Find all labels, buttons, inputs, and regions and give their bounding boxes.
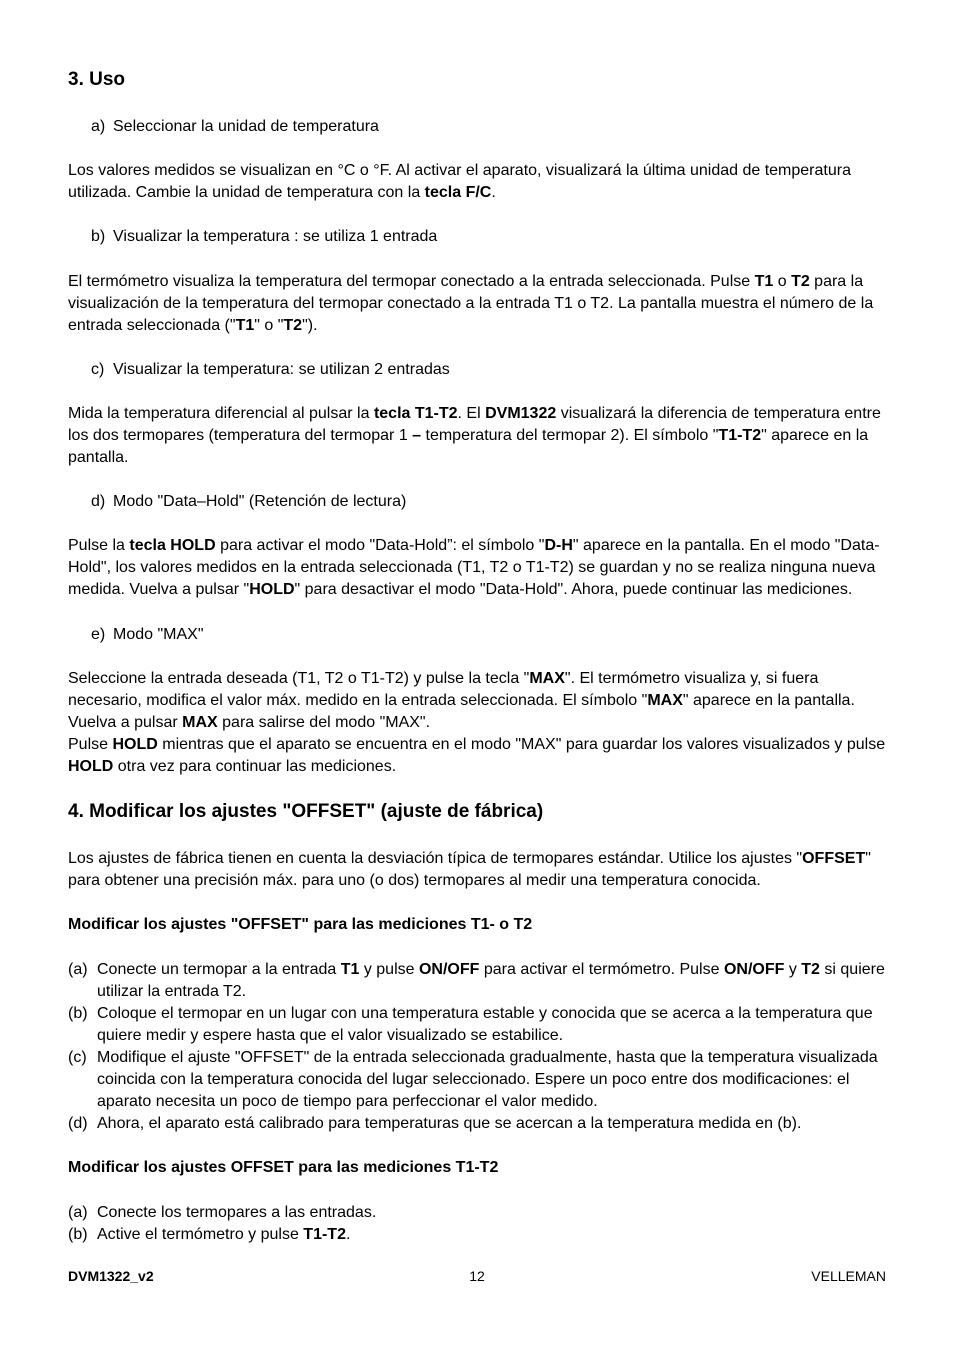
subsection-d-text: Modo "Data–Hold" (Retención de lectura) <box>113 493 407 510</box>
subsection-b-body: El termómetro visualiza la temperatura del termopar conectado a la entrada seleccionada. Pulse T1 o T2 para la visualización de la temperatura del termopar conectado a la entrada T1 o T2. La pantalla muestra el número de la entrada seleccionada ("T1" o "T2"). <box>68 273 874 334</box>
bold-term: OFFSET <box>802 850 866 867</box>
bold-term: DVM1322 <box>485 405 557 422</box>
bold-term: HOLD <box>68 758 114 775</box>
list-item <box>68 1003 886 1047</box>
subsection-e-paragraph-2: Pulse HOLD mientras que el aparato se encuentra en el modo "MAX" para guardar los valores visualizados y pulse HOLD otra vez para continuar las mediciones. <box>68 736 886 775</box>
bold-term: D-H <box>544 537 573 554</box>
subsection-a-text: Seleccionar la unidad de temperatura <box>113 118 379 135</box>
list-marker: (b) <box>68 1005 88 1022</box>
bold-term: tecla F/C <box>424 184 492 201</box>
bold-term: T1-T2 <box>303 1226 346 1243</box>
subsection-c-label: c) <box>91 361 105 378</box>
bold-term: T1 <box>340 961 360 978</box>
subsection-c-body: Mida la temperatura diferencial al pulsar la tecla T1-T2. El DVM1322 visualizará la diferencia de temperatura entre los dos termopares (temperatura del termopar 1 – temperatura del termopar 2). El símbolo "T1-T2" aparece en la pantalla. <box>68 405 881 466</box>
subsection-d-heading <box>68 491 909 513</box>
offset-diff-steps <box>68 1202 886 1246</box>
subsection-c-text: Visualizar la temperatura: se utilizan 2 entradas <box>113 361 450 378</box>
subsection-b-text: Visualizar la temperatura : se utiliza 1 entrada <box>113 228 438 245</box>
section-4-title: 4. Modificar los ajustes "OFFSET" (ajuste de fábrica) <box>68 801 544 822</box>
subsection-d-body: Pulse la tecla HOLD para activar el modo "Data-Hold”: el símbolo "D-H" aparece en la pantalla. En el modo "Data-Hold", los valores medidos en la entrada seleccionada (T1, T2 o T1-T2) se guardan y no se realiza ninguna nueva medida. Vuelva a pulsar "HOLD" para desactivar el modo "Data-Hold". Ahora, puede continuar las mediciones. <box>68 537 880 598</box>
subsection-e-text: Modo "MAX" <box>113 626 204 643</box>
offset-t1-t2-steps <box>68 959 886 1135</box>
section-4-intro: Los ajustes de fábrica tienen en cuenta la desviación típica de termopares estándar. Utilice los ajustes "OFFSET" para obtener una precisión máx. para uno (o dos) termopares al medir una temperatura conocida. <box>68 850 871 889</box>
subsection-b-label: b) <box>91 228 106 245</box>
list-text: Modifique el ajuste "OFFSET" de la entrada seleccionada gradualmente, hasta que la temperatura visualizada coincida con la temperatura conocida del lugar seleccionado. Espere un poco entre dos modificaciones: el aparato necesita un poco de tiempo para perfeccionar el valor medido. <box>97 1049 878 1110</box>
bold-term: MAX <box>647 692 683 709</box>
bold-term: T2 <box>801 961 820 978</box>
subsection-e-body <box>68 668 886 778</box>
offset-diff-heading: Modificar los ajustes OFFSET para las mediciones T1-T2 <box>68 1159 499 1176</box>
bold-term: – <box>412 427 422 444</box>
bold-term: tecla HOLD <box>129 537 216 554</box>
bold-term: T1-T2 <box>718 427 762 444</box>
offset-t1-t2-heading: Modificar los ajustes "OFFSET" para las mediciones T1- o T2 <box>68 916 533 933</box>
footer-page-number: 12 <box>469 1268 485 1284</box>
list-item <box>68 1047 886 1113</box>
bold-term: MAX <box>182 714 218 731</box>
list-text: Active el termómetro y pulse T1-T2. <box>97 1226 351 1243</box>
subsection-c-heading <box>68 359 909 381</box>
list-marker: (b) <box>68 1226 88 1243</box>
bold-term: HOLD <box>249 581 295 598</box>
bold-term: tecla T1-T2 <box>373 405 458 422</box>
list-marker: (d) <box>68 1115 88 1132</box>
bold-term: T1 <box>235 317 255 334</box>
subsection-e-label: e) <box>91 626 106 643</box>
subsection-b-heading <box>68 226 909 248</box>
list-marker: (a) <box>68 1204 88 1221</box>
subsection-d-label: d) <box>91 493 106 510</box>
bold-term: T1 <box>754 273 774 290</box>
subsection-a-label: a) <box>91 118 106 135</box>
section-3-title: 3. Uso <box>68 69 126 90</box>
bold-term: ON/OFF <box>418 961 480 978</box>
bold-term: T2 <box>791 273 810 290</box>
list-text: Coloque el termopar en un lugar con una temperatura estable y conocida que se acerca a la temperatura que quiere medir y espere hasta que el valor visualizado se estabilice. <box>97 1005 873 1044</box>
bold-term: T2 <box>283 317 303 334</box>
list-text: Conecte los termopares a las entradas. <box>97 1204 377 1221</box>
list-item <box>68 959 886 1003</box>
bold-term: HOLD <box>112 736 158 753</box>
list-text: Ahora, el aparato está calibrado para temperaturas que se acercan a la temperatura medida en (b). <box>97 1115 802 1132</box>
subsection-e-heading <box>68 624 909 646</box>
footer-brand: VELLEMAN <box>811 1268 886 1284</box>
subsection-a-heading <box>68 116 909 138</box>
list-marker: (a) <box>68 961 88 978</box>
subsection-e-paragraph-1: Seleccione la entrada deseada (T1, T2 o T1-T2) y pulse la tecla "MAX". El termómetro visualiza y, si fuera necesario, modifica el valor máx. medido en la entrada seleccionada. El símbolo "MAX" aparece en la pantalla. Vuelva a pulsar MAX para salirse del modo "MAX". <box>68 670 855 731</box>
subsection-a-body: Los valores medidos se visualizan en °C o °F. Al activar el aparato, visualizará la última unidad de temperatura utilizada. Cambie la unidad de temperatura con la tecla F/C. <box>68 162 851 201</box>
bold-term: MAX <box>529 670 565 687</box>
list-item <box>68 1202 886 1224</box>
list-marker: (c) <box>68 1049 87 1066</box>
footer-doc-id: DVM1322_v2 <box>68 1268 154 1284</box>
list-item <box>68 1224 886 1246</box>
list-text: Conecte un termopar a la entrada T1 y pulse ON/OFF para activar el termómetro. Pulse ON/OFF y T2 si quiere utilizar la entrada T2. <box>97 961 885 1000</box>
bold-term: ON/OFF <box>723 961 785 978</box>
page-footer <box>68 1268 886 1286</box>
list-item <box>68 1113 886 1135</box>
